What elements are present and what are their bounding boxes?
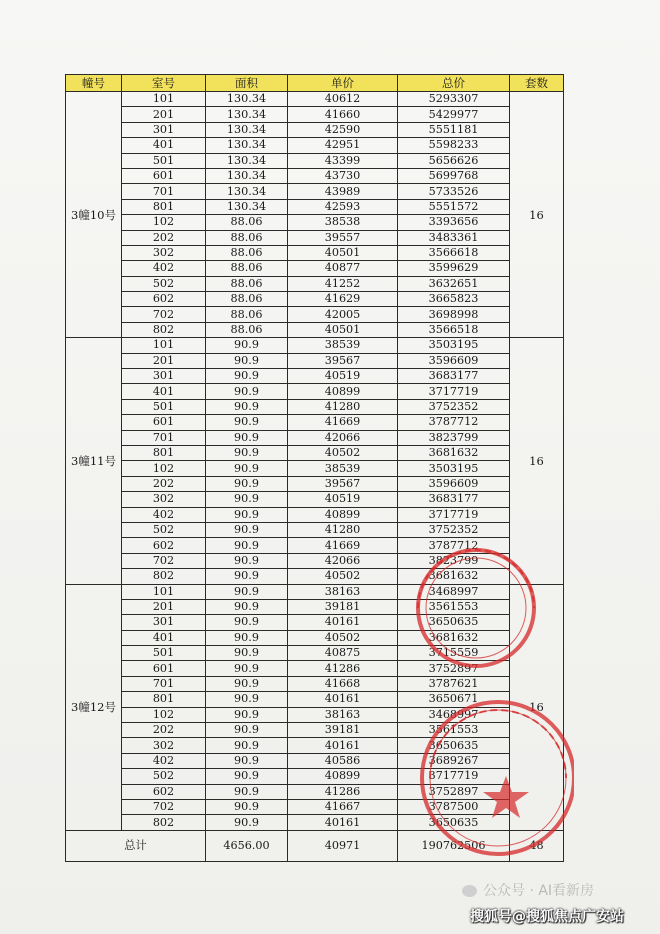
unit-price-cell: 41668 xyxy=(288,676,398,691)
room-cell: 602 xyxy=(122,538,206,553)
table-row xyxy=(66,723,564,738)
room-cell: 702 xyxy=(122,799,206,814)
total-price-cell: 3787712 xyxy=(398,415,510,430)
unit-price-cell: 38539 xyxy=(288,338,398,353)
unit-price-cell: 39567 xyxy=(288,353,398,368)
total-price-cell: 3683177 xyxy=(398,369,510,384)
area-cell: 90.9 xyxy=(206,646,288,661)
area-cell: 90.9 xyxy=(206,692,288,707)
unit-count-cell: 16 xyxy=(510,92,564,338)
area-cell: 90.9 xyxy=(206,707,288,722)
area-cell: 90.9 xyxy=(206,492,288,507)
table-row xyxy=(66,584,564,599)
total-price-cell: 3787500 xyxy=(398,799,510,814)
area-cell: 130.34 xyxy=(206,92,288,107)
unit-price-cell: 40519 xyxy=(288,369,398,384)
total-price-cell: 3681632 xyxy=(398,445,510,460)
total-price-cell: 3717719 xyxy=(398,507,510,522)
area-cell: 88.06 xyxy=(206,215,288,230)
area-cell: 90.9 xyxy=(206,507,288,522)
room-cell: 802 xyxy=(122,322,206,337)
total-price-cell: 5656626 xyxy=(398,153,510,168)
table-row xyxy=(66,692,564,707)
total-price-cell: 3717719 xyxy=(398,769,510,784)
total-price-cell: 5293307 xyxy=(398,92,510,107)
unit-price-cell: 40161 xyxy=(288,738,398,753)
area-cell: 130.34 xyxy=(206,138,288,153)
room-cell: 502 xyxy=(122,769,206,784)
table-row xyxy=(66,799,564,814)
unit-price-cell: 40161 xyxy=(288,615,398,630)
table-row xyxy=(66,599,564,614)
unit-price-cell: 40502 xyxy=(288,569,398,584)
unit-price-cell: 40899 xyxy=(288,769,398,784)
total-price-cell: 3596609 xyxy=(398,353,510,368)
area-cell: 90.9 xyxy=(206,676,288,691)
unit-price-cell: 41660 xyxy=(288,107,398,122)
unit-price-cell: 41286 xyxy=(288,784,398,799)
table-body xyxy=(66,92,564,831)
area-cell: 88.06 xyxy=(206,230,288,245)
table-row xyxy=(66,707,564,722)
total-price-cell: 3503195 xyxy=(398,461,510,476)
room-cell: 602 xyxy=(122,292,206,307)
table-row xyxy=(66,199,564,214)
room-cell: 702 xyxy=(122,307,206,322)
table-row xyxy=(66,738,564,753)
area-cell: 90.9 xyxy=(206,476,288,491)
table-row xyxy=(66,168,564,183)
table-row xyxy=(66,661,564,676)
table-row xyxy=(66,230,564,245)
room-cell: 102 xyxy=(122,707,206,722)
header-total-price: 总价 xyxy=(398,75,510,92)
unit-price-cell: 41286 xyxy=(288,661,398,676)
header-unit-price: 单价 xyxy=(288,75,398,92)
unit-price-cell: 39567 xyxy=(288,476,398,491)
table-row xyxy=(66,630,564,645)
unit-price-cell: 42066 xyxy=(288,430,398,445)
total-price-cell: 3752897 xyxy=(398,784,510,799)
wechat-icon xyxy=(462,885,477,897)
unit-price-cell: 38163 xyxy=(288,707,398,722)
room-cell: 601 xyxy=(122,415,206,430)
unit-price-cell: 40875 xyxy=(288,646,398,661)
unit-price-cell: 41280 xyxy=(288,399,398,414)
total-price-cell: 3566518 xyxy=(398,322,510,337)
table-row xyxy=(66,215,564,230)
unit-price-cell: 40502 xyxy=(288,630,398,645)
table-row xyxy=(66,369,564,384)
area-cell: 90.9 xyxy=(206,338,288,353)
table-row xyxy=(66,784,564,799)
room-cell: 801 xyxy=(122,692,206,707)
table-row xyxy=(66,184,564,199)
unit-price-cell: 40612 xyxy=(288,92,398,107)
room-cell: 102 xyxy=(122,215,206,230)
total-price-cell: 3632651 xyxy=(398,276,510,291)
area-cell: 90.9 xyxy=(206,815,288,830)
unit-count-cell: 16 xyxy=(510,584,564,830)
unit-price-cell: 40501 xyxy=(288,322,398,337)
room-cell: 101 xyxy=(122,92,206,107)
table-row xyxy=(66,522,564,537)
unit-price-cell: 40586 xyxy=(288,753,398,768)
unit-price-cell: 41669 xyxy=(288,538,398,553)
area-cell: 130.34 xyxy=(206,168,288,183)
table-row xyxy=(66,815,564,830)
unit-price-cell: 43399 xyxy=(288,153,398,168)
room-cell: 201 xyxy=(122,107,206,122)
area-cell: 90.9 xyxy=(206,753,288,768)
room-cell: 802 xyxy=(122,815,206,830)
total-label: 总计 xyxy=(66,830,206,861)
room-cell: 502 xyxy=(122,276,206,291)
total-price: 190762506 xyxy=(398,830,510,861)
area-cell: 90.9 xyxy=(206,369,288,384)
area-cell: 90.9 xyxy=(206,630,288,645)
area-cell: 90.9 xyxy=(206,461,288,476)
table-row xyxy=(66,676,564,691)
total-price-cell: 3561553 xyxy=(398,723,510,738)
area-cell: 90.9 xyxy=(206,615,288,630)
room-cell: 402 xyxy=(122,507,206,522)
area-cell: 90.9 xyxy=(206,784,288,799)
room-cell: 501 xyxy=(122,153,206,168)
total-price-cell: 3665823 xyxy=(398,292,510,307)
table-row xyxy=(66,415,564,430)
room-cell: 301 xyxy=(122,122,206,137)
table-row xyxy=(66,245,564,260)
total-price-cell: 3561553 xyxy=(398,599,510,614)
room-cell: 302 xyxy=(122,738,206,753)
area-cell: 90.9 xyxy=(206,661,288,676)
header-building: 幢号 xyxy=(66,75,122,92)
area-cell: 130.34 xyxy=(206,122,288,137)
area-cell: 88.06 xyxy=(206,245,288,260)
area-cell: 130.34 xyxy=(206,153,288,168)
table-row xyxy=(66,276,564,291)
area-cell: 90.9 xyxy=(206,430,288,445)
unit-price-cell: 40161 xyxy=(288,692,398,707)
header-room: 室号 xyxy=(122,75,206,92)
total-count: 48 xyxy=(510,830,564,861)
total-price-cell: 3715559 xyxy=(398,646,510,661)
area-cell: 88.06 xyxy=(206,276,288,291)
table-row xyxy=(66,322,564,337)
area-cell: 88.06 xyxy=(206,322,288,337)
total-price-cell: 3650635 xyxy=(398,815,510,830)
area-cell: 130.34 xyxy=(206,184,288,199)
room-cell: 302 xyxy=(122,492,206,507)
table-row xyxy=(66,107,564,122)
unit-price-cell: 40877 xyxy=(288,261,398,276)
table-row xyxy=(66,615,564,630)
unit-price-cell: 41252 xyxy=(288,276,398,291)
total-unit-price: 40971 xyxy=(288,830,398,861)
unit-price-cell: 39181 xyxy=(288,599,398,614)
room-cell: 401 xyxy=(122,138,206,153)
building-cell: 3幢10号 xyxy=(66,92,122,338)
room-cell: 202 xyxy=(122,230,206,245)
area-cell: 90.9 xyxy=(206,445,288,460)
area-cell: 130.34 xyxy=(206,199,288,214)
table-row xyxy=(66,507,564,522)
unit-price-cell: 41280 xyxy=(288,522,398,537)
table-row xyxy=(66,384,564,399)
table-row xyxy=(66,569,564,584)
total-price-cell: 3650635 xyxy=(398,738,510,753)
room-cell: 201 xyxy=(122,599,206,614)
room-cell: 801 xyxy=(122,445,206,460)
building-cell: 3幢11号 xyxy=(66,338,122,584)
room-cell: 702 xyxy=(122,553,206,568)
sohu-watermark: 搜狐号@搜狐焦点广安站 xyxy=(470,909,624,925)
total-price-cell: 3717719 xyxy=(398,384,510,399)
unit-price-cell: 42593 xyxy=(288,199,398,214)
area-cell: 90.9 xyxy=(206,415,288,430)
area-cell: 90.9 xyxy=(206,599,288,614)
total-price-cell: 3503195 xyxy=(398,338,510,353)
total-price-cell: 5733526 xyxy=(398,184,510,199)
unit-price-cell: 40161 xyxy=(288,815,398,830)
total-price-cell: 3681632 xyxy=(398,630,510,645)
unit-price-cell: 42590 xyxy=(288,122,398,137)
table-row xyxy=(66,153,564,168)
table-row xyxy=(66,292,564,307)
unit-price-cell: 38163 xyxy=(288,584,398,599)
room-cell: 302 xyxy=(122,245,206,260)
table-row xyxy=(66,476,564,491)
unit-price-cell: 39557 xyxy=(288,230,398,245)
room-cell: 601 xyxy=(122,168,206,183)
total-price-cell: 3650671 xyxy=(398,692,510,707)
room-cell: 701 xyxy=(122,430,206,445)
header-area: 面积 xyxy=(206,75,288,92)
room-cell: 801 xyxy=(122,199,206,214)
total-price-cell: 3468997 xyxy=(398,584,510,599)
total-price-cell: 3689267 xyxy=(398,753,510,768)
room-cell: 101 xyxy=(122,584,206,599)
table-row xyxy=(66,461,564,476)
table-row xyxy=(66,753,564,768)
room-cell: 701 xyxy=(122,184,206,199)
unit-price-cell: 42951 xyxy=(288,138,398,153)
total-price-cell: 3787712 xyxy=(398,538,510,553)
total-price-cell: 3683177 xyxy=(398,492,510,507)
area-cell: 90.9 xyxy=(206,553,288,568)
room-cell: 402 xyxy=(122,261,206,276)
table-row xyxy=(66,122,564,137)
unit-count-cell: 16 xyxy=(510,338,564,584)
total-price-cell: 3787621 xyxy=(398,676,510,691)
area-cell: 130.34 xyxy=(206,107,288,122)
total-price-cell: 3823799 xyxy=(398,553,510,568)
table-header-row xyxy=(66,75,564,92)
area-cell: 90.9 xyxy=(206,569,288,584)
room-cell: 501 xyxy=(122,399,206,414)
unit-price-cell: 38539 xyxy=(288,461,398,476)
area-cell: 90.9 xyxy=(206,769,288,784)
table-row xyxy=(66,338,564,353)
total-price-cell: 3483361 xyxy=(398,230,510,245)
unit-price-cell: 40899 xyxy=(288,384,398,399)
table-row xyxy=(66,492,564,507)
room-cell: 701 xyxy=(122,676,206,691)
header-unit-count: 套数 xyxy=(510,75,564,92)
total-price-cell: 3468997 xyxy=(398,707,510,722)
area-cell: 90.9 xyxy=(206,538,288,553)
total-price-cell: 3752352 xyxy=(398,522,510,537)
room-cell: 102 xyxy=(122,461,206,476)
area-cell: 88.06 xyxy=(206,307,288,322)
room-cell: 401 xyxy=(122,630,206,645)
room-cell: 602 xyxy=(122,784,206,799)
unit-price-cell: 39181 xyxy=(288,723,398,738)
total-price-cell: 3393656 xyxy=(398,215,510,230)
table-row xyxy=(66,353,564,368)
table-row xyxy=(66,769,564,784)
wechat-watermark xyxy=(462,880,594,900)
total-row xyxy=(66,830,564,861)
area-cell: 90.9 xyxy=(206,384,288,399)
table-row xyxy=(66,553,564,568)
room-cell: 501 xyxy=(122,646,206,661)
price-table xyxy=(65,74,564,862)
total-price-cell: 3650635 xyxy=(398,615,510,630)
room-cell: 502 xyxy=(122,522,206,537)
building-cell: 3幢12号 xyxy=(66,584,122,830)
room-cell: 402 xyxy=(122,753,206,768)
total-price-cell: 3596609 xyxy=(398,476,510,491)
area-cell: 90.9 xyxy=(206,799,288,814)
total-price-cell: 3823799 xyxy=(398,430,510,445)
total-price-cell: 3752352 xyxy=(398,399,510,414)
area-cell: 90.9 xyxy=(206,399,288,414)
unit-price-cell: 38538 xyxy=(288,215,398,230)
total-area: 4656.00 xyxy=(206,830,288,861)
area-cell: 90.9 xyxy=(206,584,288,599)
wechat-watermark-text: 公众号 · AI看新房 xyxy=(483,883,595,899)
table-row xyxy=(66,445,564,460)
unit-price-cell: 43730 xyxy=(288,168,398,183)
room-cell: 401 xyxy=(122,384,206,399)
area-cell: 90.9 xyxy=(206,522,288,537)
total-price-cell: 3599629 xyxy=(398,261,510,276)
table-row xyxy=(66,399,564,414)
total-price-cell: 3752897 xyxy=(398,661,510,676)
table-row xyxy=(66,646,564,661)
total-price-cell: 3566618 xyxy=(398,245,510,260)
room-cell: 301 xyxy=(122,615,206,630)
table-row xyxy=(66,138,564,153)
unit-price-cell: 42005 xyxy=(288,307,398,322)
area-cell: 90.9 xyxy=(206,723,288,738)
unit-price-cell: 43989 xyxy=(288,184,398,199)
unit-price-cell: 41667 xyxy=(288,799,398,814)
room-cell: 201 xyxy=(122,353,206,368)
unit-price-cell: 40502 xyxy=(288,445,398,460)
total-price-cell: 5699768 xyxy=(398,168,510,183)
room-cell: 101 xyxy=(122,338,206,353)
unit-price-cell: 40501 xyxy=(288,245,398,260)
room-cell: 601 xyxy=(122,661,206,676)
table-row xyxy=(66,538,564,553)
unit-price-cell: 40519 xyxy=(288,492,398,507)
room-cell: 202 xyxy=(122,476,206,491)
unit-price-cell: 41669 xyxy=(288,415,398,430)
room-cell: 301 xyxy=(122,369,206,384)
area-cell: 88.06 xyxy=(206,292,288,307)
area-cell: 90.9 xyxy=(206,353,288,368)
unit-price-cell: 42066 xyxy=(288,553,398,568)
unit-price-cell: 41629 xyxy=(288,292,398,307)
total-price-cell: 3698998 xyxy=(398,307,510,322)
room-cell: 202 xyxy=(122,723,206,738)
room-cell: 802 xyxy=(122,569,206,584)
total-price-cell: 5551181 xyxy=(398,122,510,137)
unit-price-cell: 40899 xyxy=(288,507,398,522)
total-price-cell: 3681632 xyxy=(398,569,510,584)
area-cell: 88.06 xyxy=(206,261,288,276)
total-price-cell: 5551572 xyxy=(398,199,510,214)
total-price-cell: 5598233 xyxy=(398,138,510,153)
table-row xyxy=(66,430,564,445)
table-row xyxy=(66,261,564,276)
table-row xyxy=(66,307,564,322)
total-price-cell: 5429977 xyxy=(398,107,510,122)
table-row xyxy=(66,92,564,107)
area-cell: 90.9 xyxy=(206,738,288,753)
